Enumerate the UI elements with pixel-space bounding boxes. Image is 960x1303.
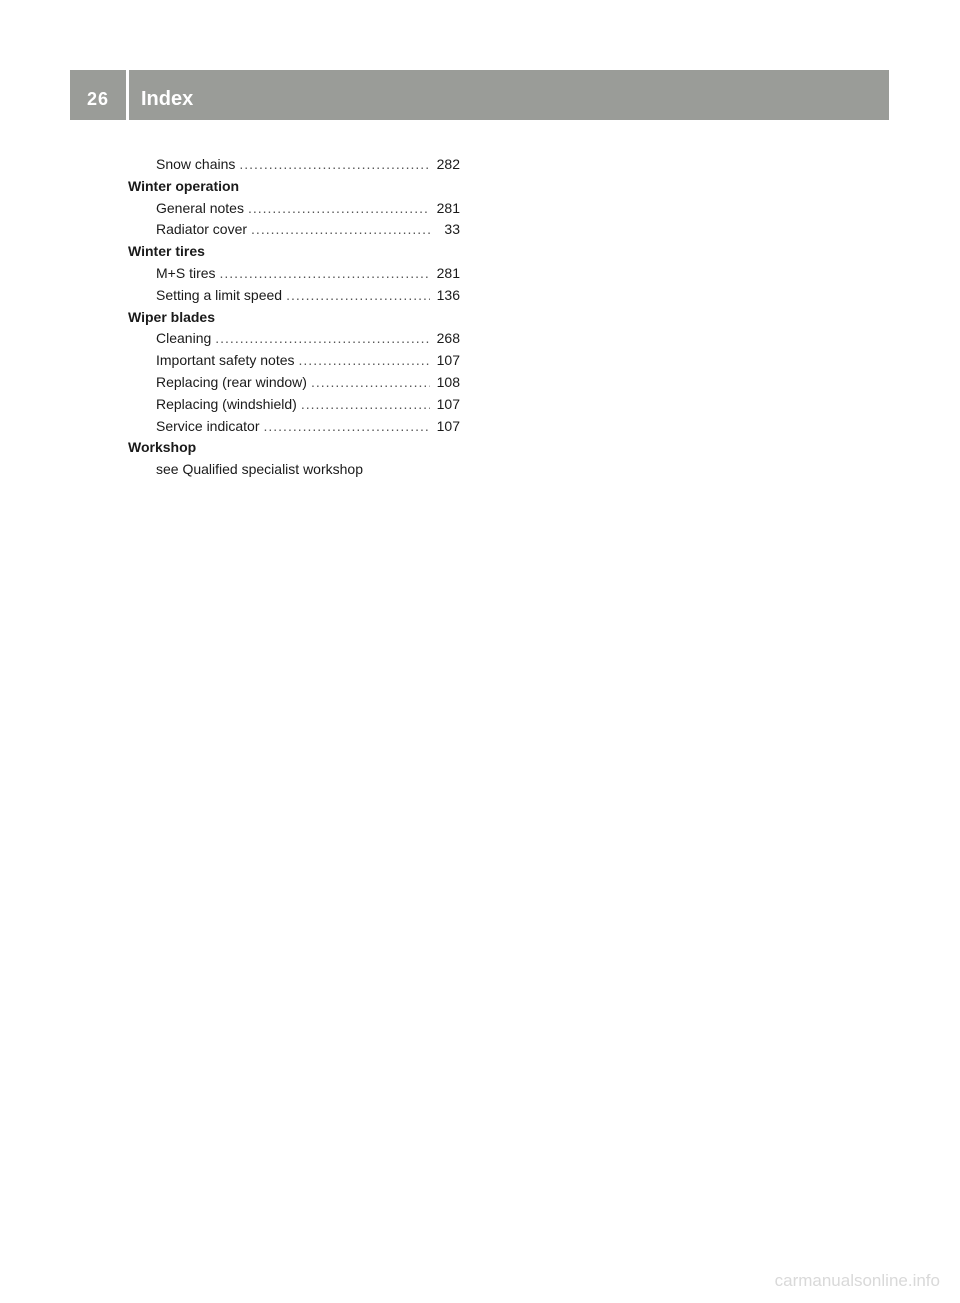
index-page-ref: 107 <box>436 395 460 412</box>
index-term: Replacing (windshield) <box>156 395 297 412</box>
index-page-ref: 282 <box>436 156 460 172</box>
dot-leader <box>311 372 430 394</box>
dot-leader <box>301 394 430 416</box>
dot-leader <box>264 416 431 438</box>
index-entry-replacing-rear-window[interactable] <box>128 372 460 394</box>
index-term: Radiator cover <box>156 221 248 238</box>
dot-leader <box>220 263 430 285</box>
index-entry-cleaning[interactable] <box>128 328 460 350</box>
index-term: Important safety notes <box>156 352 295 369</box>
page-number: 26 <box>86 89 110 109</box>
index-heading-winter-tires: Winter tires <box>128 243 205 260</box>
index-heading-workshop: Workshop <box>128 439 197 456</box>
index-page-ref: 268 <box>436 330 460 347</box>
index-page-ref: 281 <box>436 264 460 281</box>
dot-leader <box>215 328 430 350</box>
footer-watermark: carmanualsonline.info <box>774 1271 940 1290</box>
index-page-ref: 108 <box>436 373 460 390</box>
index-term: M+S tires <box>156 264 216 281</box>
index-page-ref: 281 <box>436 199 460 216</box>
index-page-ref: 107 <box>436 352 460 369</box>
index-entry-radiator-cover[interactable] <box>128 219 460 241</box>
index-entry-replacing-windshield[interactable] <box>128 394 460 416</box>
index-term: Setting a limit speed <box>156 286 283 303</box>
dot-leader <box>286 285 430 307</box>
index-page-ref: 107 <box>436 417 460 434</box>
index-entry-snow-chains[interactable] <box>128 154 460 176</box>
index-entry-service-indicator[interactable] <box>128 416 460 438</box>
index-list <box>128 154 460 481</box>
dot-leader <box>239 154 430 176</box>
index-heading-wiper-blades: Wiper blades <box>128 308 216 325</box>
index-term: Service indicator <box>156 417 260 434</box>
index-heading-winter-operation: Winter operation <box>128 177 240 194</box>
index-entry-setting-limit-speed[interactable] <box>128 285 460 307</box>
index-term: Replacing (rear window) <box>156 373 307 390</box>
dot-leader <box>251 219 430 241</box>
header-divider <box>126 70 129 120</box>
index-entry-general-notes[interactable] <box>128 198 460 220</box>
index-page-ref: 33 <box>444 221 460 238</box>
index-term: Snow chains <box>156 156 236 172</box>
index-see-reference[interactable]: see Qualified specialist workshop <box>156 461 363 478</box>
index-term: General notes <box>156 199 244 216</box>
dot-leader <box>299 350 430 372</box>
index-entry-important-safety-notes[interactable] <box>128 350 460 372</box>
index-entry-ms-tires[interactable] <box>128 263 460 285</box>
index-page-ref: 136 <box>436 286 460 303</box>
section-title: Index <box>141 88 194 110</box>
index-term: Cleaning <box>156 330 212 347</box>
dot-leader <box>248 198 430 220</box>
